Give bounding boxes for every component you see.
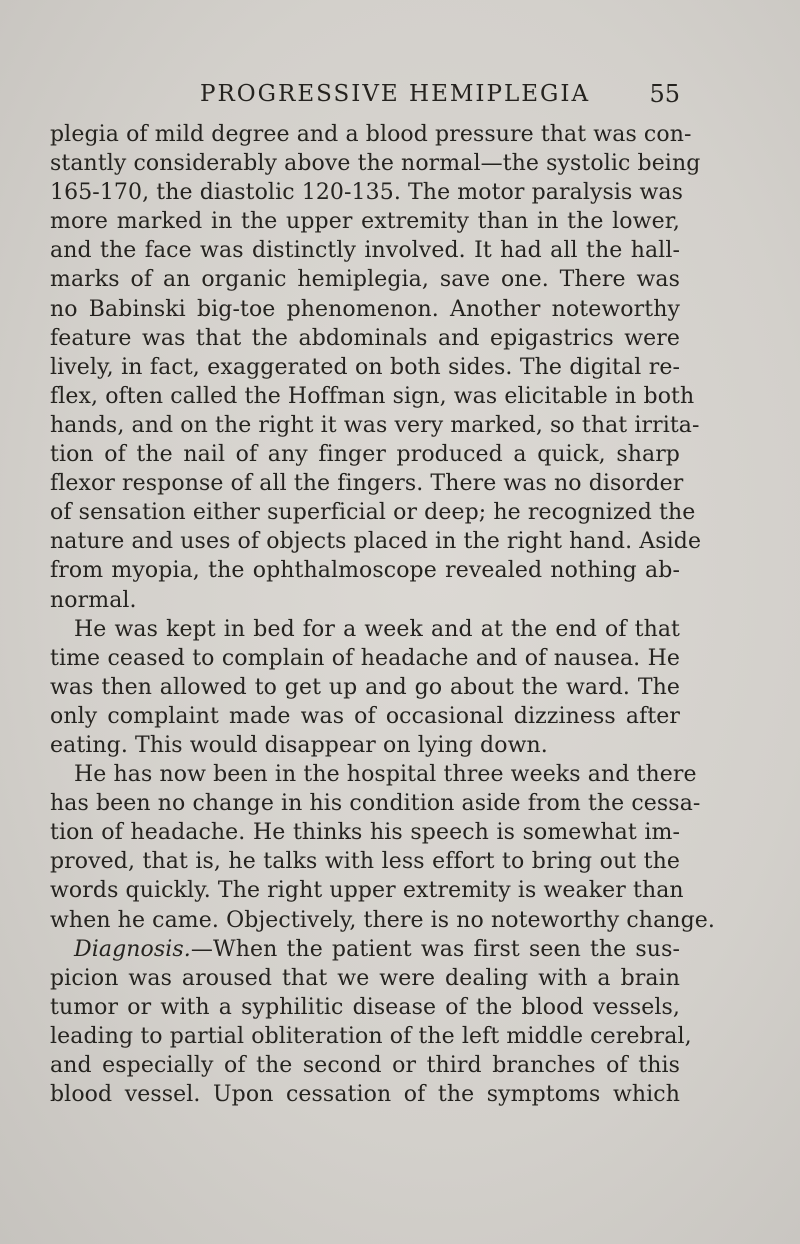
text-line: from myopia, the ophthalmoscope revealed nothing ab- (50, 558, 680, 584)
text-line: eating. This would disappear on lying down. (50, 732, 548, 758)
text-line: tumor or with a syphilitic disease of the blood vessels, (50, 994, 680, 1020)
text-line: tion of headache. He thinks his speech is somewhat im- (50, 820, 680, 846)
text-line: hands, and on the right it was very marked, so that irrita- (50, 412, 700, 438)
text-line: words quickly. The right upper extremity is weaker than (50, 878, 684, 904)
text-line: He has now been in the hospital three weeks and there (74, 762, 697, 788)
text-line: marks of an organic hemiplegia, save one. There was (50, 267, 680, 293)
text-line: leading to partial obliteration of the left middle cerebral, (50, 1023, 692, 1049)
text-run: —When the patient was first seen the sus- (190, 936, 680, 962)
text-line: more marked in the upper extremity than in the lower, (50, 209, 680, 235)
text-line: lively, in fact, exaggerated on both sides. The digital re- (50, 354, 680, 380)
text-line: feature was that the abdominals and epigastrics were (50, 325, 680, 351)
text-line: tion of the nail of any finger produced a quick, sharp (50, 442, 680, 468)
text-line: He was kept in bed for a week and at the end of that (74, 616, 680, 642)
text-line: was then allowed to get up and go about the ward. The (50, 674, 680, 700)
page-number: 55 (649, 80, 680, 108)
text-line: time ceased to complain of headache and of nausea. He (50, 645, 680, 671)
text-line: stantly considerably above the normal—the systolic being (50, 151, 701, 177)
paragraph (50, 760, 715, 935)
text-line: proved, that is, he talks with less effort to bring out the (50, 849, 680, 875)
text-line: and especially of the second or third branches of this (50, 1053, 680, 1078)
paragraph (50, 935, 692, 1110)
text-line (50, 935, 680, 964)
text-line: has been no change in his condition aside from the cessa- (50, 791, 701, 817)
paragraph (50, 120, 702, 615)
text-line: no Babinski big-toe phenomenon. Another noteworthy (50, 296, 680, 322)
text-line: flexor response of all the fingers. There was no disorder (50, 471, 684, 497)
running-title: PROGRESSIVE HEMIPLEGIA (200, 81, 591, 107)
text-line: of sensation either superficial or deep; he recognized the (50, 500, 696, 526)
body-text (50, 120, 715, 1109)
paragraph (50, 615, 680, 760)
text-line: only complaint made was of occasional dizziness after (50, 703, 680, 729)
text-line: when he came. Objectively, there is no noteworthy change. (50, 907, 715, 933)
text-line: 165-170, the diastolic 120-135. The motor paralysis was (50, 180, 684, 206)
text-line: flex, often called the Hoffman sign, was elicitable in both (50, 383, 695, 409)
text-line: normal. (50, 587, 137, 613)
text-line: picion was aroused that we were dealing with a brain (50, 965, 680, 991)
text-line: nature and uses of objects placed in the right hand. Aside (50, 529, 702, 555)
text-line: blood vessel. Upon cessation of the symptoms which (50, 1082, 680, 1108)
section-lead: Diagnosis. (74, 936, 191, 962)
text-line: and the face was distinctly involved. It had all the hall- (50, 238, 680, 264)
page-header (200, 76, 680, 112)
text-line: plegia of mild degree and a blood pressure that was con- (50, 122, 692, 147)
